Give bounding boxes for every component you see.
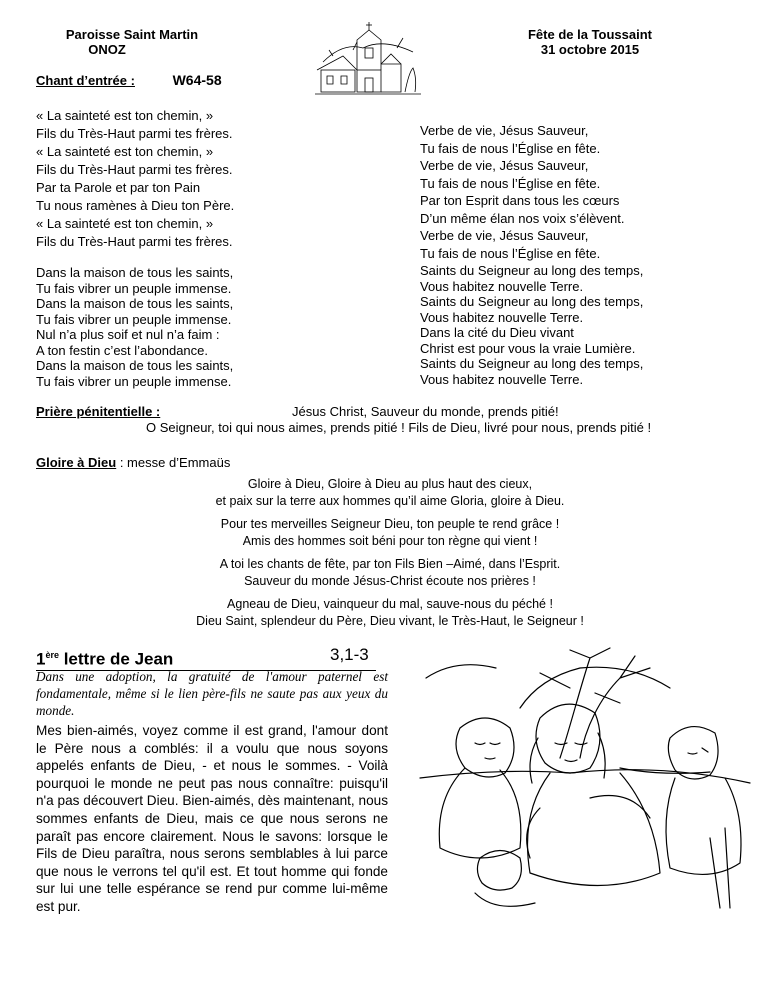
penitential-section: [36, 404, 736, 436]
verse-line: Tu fais vibrer un peuple immense.: [36, 373, 232, 389]
feast-title: Fête de la Toussaint: [527, 27, 652, 42]
verse-line: Vous habitez nouvelle Terre.: [420, 278, 584, 294]
parish-line1: Paroisse Saint Martin: [65, 27, 199, 42]
verse-line: Verbe de vie, Jésus Sauveur,: [420, 158, 589, 173]
feast-header: [470, 27, 710, 57]
feast-date: 31 octobre 2015: [540, 42, 640, 57]
verse-line: D’un même élan nos voix s’élèvent.: [420, 210, 625, 226]
refrain-line: Fils du Très-Haut parmi tes frères.: [36, 126, 233, 141]
verse-line: Vous habitez nouvelle Terre.: [420, 371, 584, 387]
verse-line: Tu fais vibrer un peuple immense.: [36, 280, 232, 296]
parish-line2: ONOZ: [88, 42, 126, 57]
verse-line: Saints du Seigneur au long des temps,: [420, 294, 644, 309]
entrance-verse-right-2: [420, 263, 643, 387]
verse-line: Tu fais de nous l’Église en fête.: [420, 140, 601, 156]
reading-title: [36, 645, 376, 671]
verse-line: Saints du Seigneur au long des temps,: [420, 356, 644, 371]
verse-line: Verbe de vie, Jésus Sauveur,: [420, 123, 589, 138]
refrain-line: Par ta Parole et par ton Pain: [36, 180, 201, 195]
verse-line: Nul n’a plus soif et nul n’a faim :: [36, 327, 220, 342]
refrain-line: Fils du Très-Haut parmi tes frères.: [36, 162, 233, 177]
reading-title-num: 1: [36, 649, 46, 669]
refrain-line: Tu nous ramènes à Dieu ton Père.: [36, 198, 235, 213]
gloria-line: Gloire à Dieu, Gloire à Dieu au plus haut des cieux,: [247, 477, 533, 491]
gloria-line: A toi les chants de fête, par ton Fils Bien –Aimé, dans l’Esprit.: [219, 557, 561, 571]
reading-title-text: lettre de Jean: [58, 649, 174, 669]
verse-line: Par ton Esprit dans tous les cœurs: [420, 193, 620, 208]
verse-line: A ton festin c’est l’abondance.: [36, 342, 209, 358]
gloria-stanza: [100, 516, 680, 549]
refrain-line: « La sainteté est ton chemin, »: [36, 216, 214, 231]
gloria-subtitle: : messe d’Emmaüs: [116, 455, 231, 470]
refrain-line: Fils du Très-Haut parmi tes frères.: [36, 234, 233, 249]
gloria-stanzas: [100, 476, 680, 629]
gloria-stanza: [100, 596, 680, 629]
reading-body: Mes bien-aimés, voyez comme il est grand, l'amour dont le Père nous a comblés: il a voulu que nous soyons appelés enfants de Dieu, - et nous le sommes. - Voilà pourquoi le monde ne peut pas nous connaître: puisqu'il n'a pas découvert Dieu. Bien-aimés, dès maintenant, nous sommes enfants de Dieu, mais ce que nous serons ne paraît pas encore clairement. Nous le savons: lorsque le Fils de Dieu paraîtra, nous serons semblables à lui parce que nous le verrons tel qu'il est. Et tout homme qui fonde sur lui une telle espérance se rend pur comme lui-même est pur.: [36, 723, 388, 914]
refrain-line: « La sainteté est ton chemin, »: [36, 144, 214, 159]
gloria-line: Agneau de Dieu, vainqueur du mal, sauve-nous du péché !: [227, 597, 553, 611]
parish-name: [52, 27, 212, 57]
entrance-verse-left-2: [36, 265, 233, 389]
gloria-stanza: [100, 556, 680, 589]
verse-line: Dans la maison de tous les saints,: [36, 358, 234, 373]
gloria-line: Amis des hommes soit béni pour ton règne qui vient !: [242, 533, 538, 548]
entrance-label: Chant d’entrée :: [36, 73, 135, 88]
gloria-stanza: [100, 476, 680, 509]
verse-line: Christ est pour vous la vraie Lumière.: [420, 340, 636, 356]
gloria-line: Pour tes merveilles Seigneur Dieu, ton peuple te rend grâce !: [220, 517, 560, 531]
verse-line: Tu fais de nous l’Église en fête.: [420, 245, 601, 261]
entrance-code: W64-58: [172, 72, 222, 88]
verse-line: Dans la maison de tous les saints,: [36, 265, 234, 280]
church-illustration: [313, 20, 423, 100]
reading-intro: Dans une adoption, la gratuité de l'amour paternel est fondamentale, même si le lien père-fils ne saute pas aux yeux du monde.: [36, 669, 388, 718]
gloria-line: Sauveur du monde Jésus-Christ écoute nos prières !: [244, 573, 536, 588]
gloria-heading: [36, 455, 230, 470]
entrance-refrain: [36, 107, 234, 251]
gloria-label: Gloire à Dieu: [36, 455, 117, 470]
verse-line: Vous habitez nouvelle Terre.: [420, 309, 584, 325]
verse-line: Verbe de vie, Jésus Sauveur,: [420, 228, 589, 243]
verse-line: Dans la cité du Dieu vivant: [420, 325, 574, 340]
verse-line: Tu fais vibrer un peuple immense.: [36, 311, 232, 327]
reading-title-sup: ère: [45, 650, 59, 660]
penitential-line1: Jésus Christ, Sauveur du monde, prends pitié!: [292, 404, 559, 419]
gloria-line: et paix sur la terre aux hommes qu’il aime Gloria, gloire à Dieu.: [215, 493, 565, 508]
jesus-with-disciples-illustration: [420, 648, 750, 918]
penitential-line2: O Seigneur, toi qui nous aimes, prends pitié ! Fils de Dieu, livré pour nous, prends pitié !: [146, 420, 652, 435]
reading-reference: 3,1-3: [330, 645, 369, 664]
verse-line: Dans la maison de tous les saints,: [36, 296, 234, 311]
entrance-verse-right-1: [420, 122, 625, 261]
entrance-heading: [36, 72, 222, 88]
verse-line: Tu fais de nous l’Église en fête.: [420, 175, 601, 191]
verse-line: Saints du Seigneur au long des temps,: [420, 263, 644, 278]
gloria-line: Dieu Saint, splendeur du Père, Dieu vivant, le Très-Haut, le Seigneur !: [196, 613, 584, 628]
penitential-label: Prière pénitentielle :: [36, 404, 161, 419]
refrain-line: « La sainteté est ton chemin, »: [36, 108, 214, 123]
